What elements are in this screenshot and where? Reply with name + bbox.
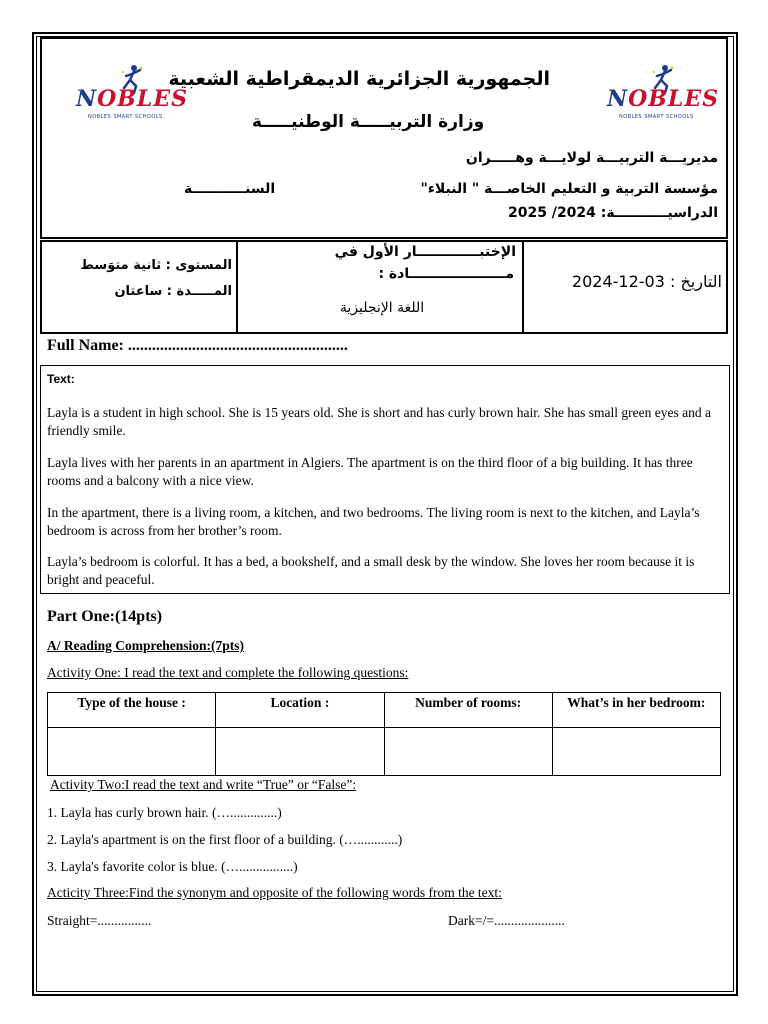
activity-one-instruction: Activity One: I read the text and complete the following questions: (47, 665, 409, 680)
part-one-title: Part One:(14pts) (47, 608, 163, 625)
school-logo-left (74, 58, 188, 128)
logo-tagline: NOBLES SMART SCHOOLS (88, 114, 163, 120)
level: المستوى : ثانية متوَسط (80, 258, 232, 273)
true-false-statement[interactable]: 2. Layla's apartment is on the first floor of a building. (…............) (47, 832, 403, 847)
duration: المـــــدة : ساعتان (114, 284, 232, 299)
logo-brand: NOBLES (76, 86, 188, 112)
ministry-title: وزارة التربيـــــة الوطنيـــــة (251, 112, 485, 132)
republic-title: الجمهورية الجزائرية الديمقراطية الشعبية (168, 68, 550, 90)
answer-cell[interactable] (48, 728, 216, 776)
exam-date: التاريخ : 03-12-2024 (571, 272, 722, 291)
true-false-statement[interactable]: 1. Layla has curly brown hair. (…..............) (47, 805, 282, 820)
activity-three-instruction: Acticity Three:Find the synonym and opposite of the following words from the text: (47, 885, 502, 900)
subject-name: اللغة الإنجليزية (339, 300, 425, 316)
text-paragraph: Layla lives with her parents in an apartment in Algiers. The apartment is on the third floor of a big building. It has three rooms and a balcony with a nice view. (47, 455, 693, 488)
opposite-item[interactable]: Dark=/=..................... (448, 913, 565, 928)
exam-cell (236, 240, 524, 334)
subject-label: مــــــــــــــــــــادة : (378, 266, 514, 282)
table-header: Number of rooms: (384, 693, 552, 728)
text-paragraph: Layla’s bedroom is colorful. It has a bed, a bookshelf, and a small desk by the window. She loves her room because it is bright and peaceful. (47, 554, 695, 587)
logo-tagline: NOBLES SMART SCHOOLS (619, 114, 694, 120)
year-label: السنـــــــــــة (184, 181, 276, 197)
exam-info-row (40, 240, 728, 334)
date-cell (522, 240, 728, 334)
directorate: مديريـــة التربيـــة لولايـــة وهـــــران (465, 150, 718, 166)
section-a-title: A/ Reading Comprehension:(7pts) (47, 638, 245, 653)
activity-two-instruction: Activity Two:I read the text and write “True” or “False”: (50, 777, 357, 792)
answer-cell[interactable] (216, 728, 384, 776)
text-paragraph: Layla is a student in high school. She is 15 years old. She is short and has curly brown hair. She has small green eyes and a friendly smile. (47, 405, 711, 438)
true-false-statement[interactable]: 3. Layla's favorite color is blue. (…................) (47, 859, 298, 874)
table-header: What’s in her bedroom: (552, 693, 720, 728)
full-name-field[interactable]: Full Name: ....................................................... (47, 337, 348, 354)
answer-cell[interactable] (384, 728, 552, 776)
level-cell (40, 240, 238, 334)
institution: مؤسسة التربية و التعليم الخاصـــة " النبلاء" (420, 181, 718, 197)
synonym-item[interactable]: Straight=................ (47, 913, 152, 928)
text-label: Text: (47, 372, 75, 386)
table-header: Type of the house : (48, 693, 216, 728)
reading-text-box (40, 365, 730, 594)
school-year: الدراسيـــــــــــة: 2024/ 2025 (507, 205, 718, 221)
activity-one-table (47, 692, 721, 776)
logo-brand: NOBLES (607, 86, 719, 112)
text-paragraph: In the apartment, there is a living room, a kitchen, and two bedrooms. The living room is next to the kitchen, and Layla’s bedroom is across from her brother’s room. (47, 505, 700, 538)
school-logo-right (605, 58, 719, 128)
answer-cell[interactable] (552, 728, 720, 776)
table-header: Location : (216, 693, 384, 728)
exam-title: الإختبـــــــــــــار الأول في (334, 244, 516, 260)
